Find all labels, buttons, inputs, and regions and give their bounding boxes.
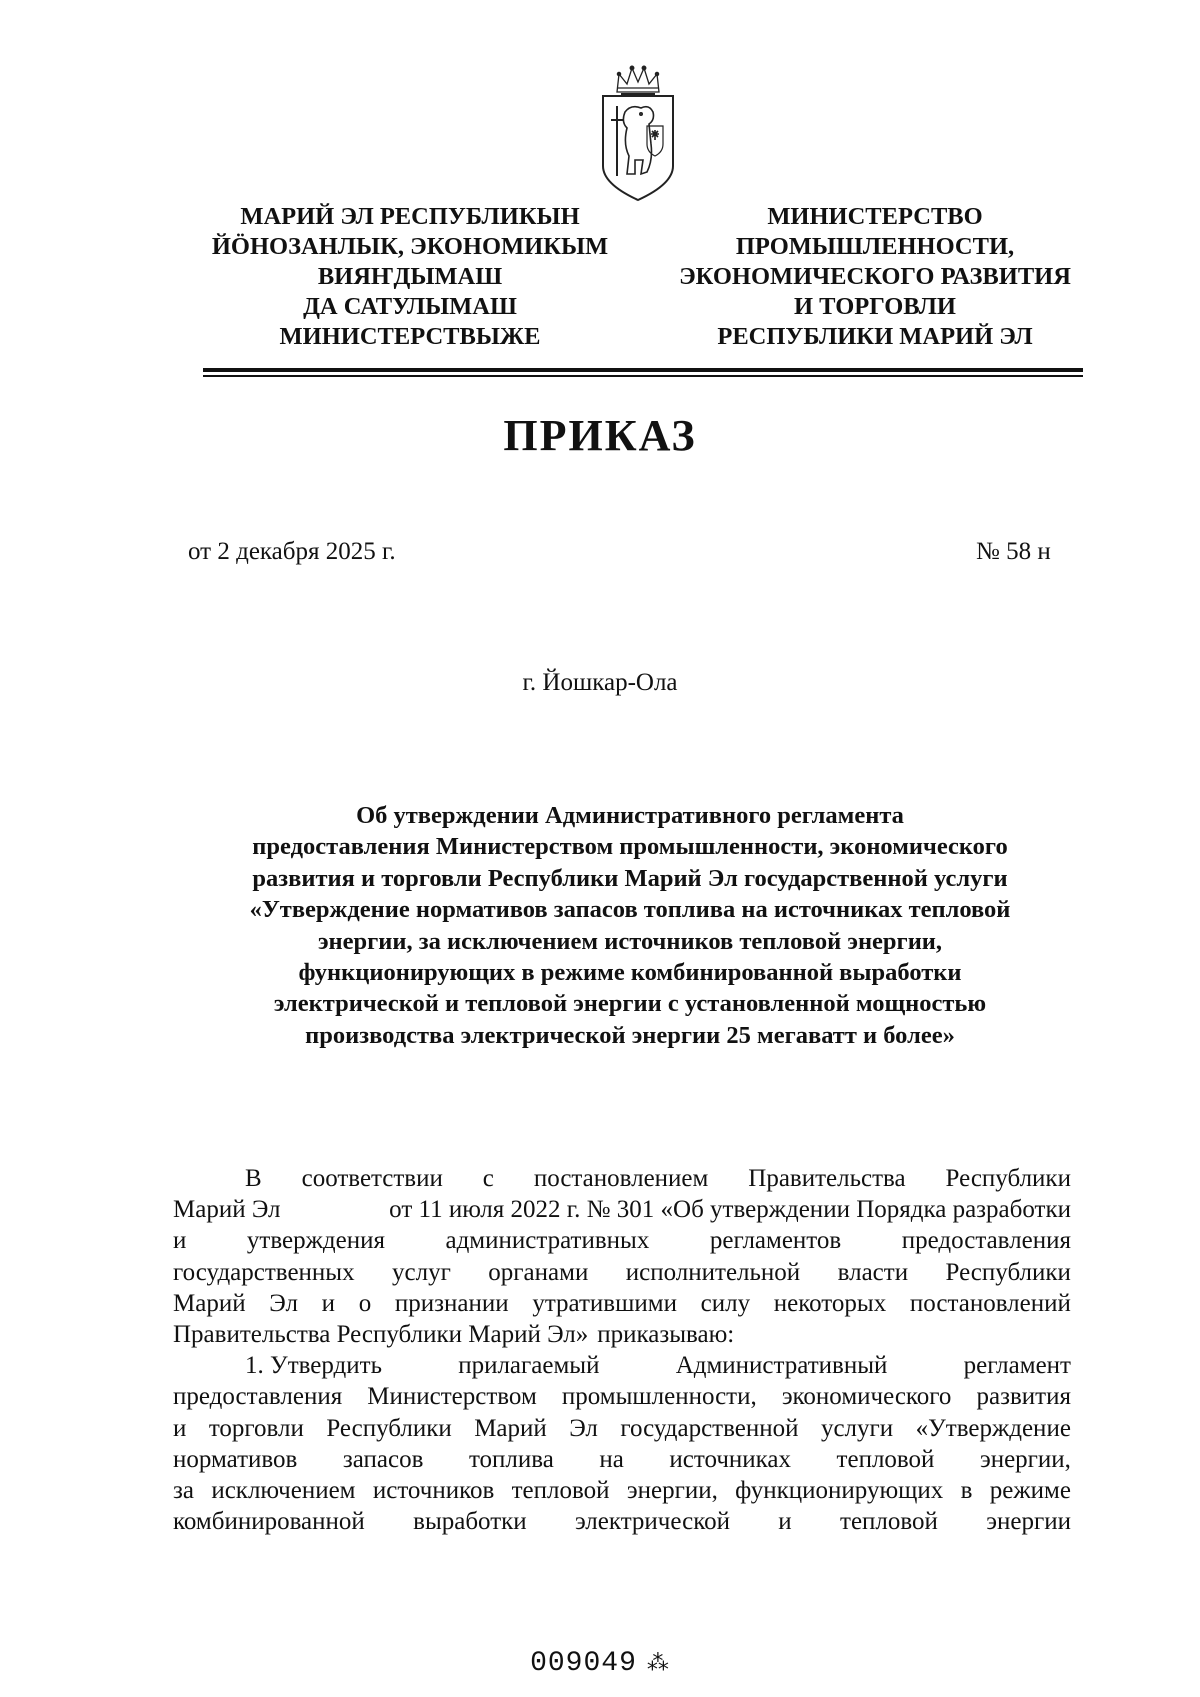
- body-word: источников: [372, 1477, 495, 1505]
- body-word: приказываю:: [597, 1321, 735, 1349]
- body-word: постановлений: [909, 1289, 1071, 1317]
- body-word: развития: [976, 1383, 1071, 1411]
- body-word: нормативов: [173, 1445, 298, 1473]
- subject-line: развития и торговли Республики Марий Эл государственной услуги: [252, 864, 1008, 892]
- body-word: исключением: [211, 1477, 356, 1505]
- body-word: услуги: [820, 1414, 894, 1442]
- header-right-line: МИНИСТЕРСТВО: [767, 203, 983, 230]
- body-word: Марий: [474, 1414, 547, 1442]
- body-word: власти: [837, 1258, 909, 1286]
- body-word: торговли: [208, 1414, 304, 1442]
- crown-icon: [617, 66, 659, 94]
- body-word: и: [321, 1289, 336, 1317]
- body-word: топлива: [468, 1445, 554, 1473]
- body-word: «Утверждение: [915, 1414, 1071, 1442]
- body-word: Марий Эл: [173, 1196, 281, 1224]
- body-word: государственных: [173, 1258, 355, 1286]
- document-city: г. Йошкар-Ола: [522, 669, 678, 696]
- subject-line: производства электрической энергии 25 мегаватт и более»: [305, 1021, 955, 1049]
- body-word: регламент: [963, 1352, 1071, 1380]
- body-word: Республики: [945, 1165, 1071, 1192]
- document-number: № 58 н: [976, 538, 1051, 565]
- body-word: Республики: [326, 1414, 452, 1442]
- body-word: 1. Утвердить: [245, 1352, 382, 1380]
- body-word: регламентов: [709, 1227, 842, 1255]
- body-word: утратившими: [532, 1289, 677, 1317]
- header-left-line: МАРИЙ ЭЛ РЕСПУБЛИКЫН: [240, 203, 580, 230]
- body-word: энергии: [986, 1508, 1071, 1536]
- body-word: предоставления: [173, 1383, 343, 1411]
- body-line: [173, 1257, 1071, 1288]
- body-word: В: [245, 1165, 262, 1192]
- body-line: [173, 1381, 1071, 1412]
- body-word: от 11 июля 2022 г. № 301 «Об утверждении Порядка разработки: [389, 1196, 1071, 1224]
- subject-line: «Утверждение нормативов запасов топлива на источниках тепловой: [249, 896, 1011, 924]
- body-word: электрической: [575, 1508, 730, 1536]
- body-word: государственной: [620, 1414, 799, 1442]
- body-line: [173, 1194, 1071, 1225]
- body-word: утверждения: [246, 1227, 385, 1255]
- body-word: комбинированной: [173, 1508, 365, 1536]
- sword-icon: [611, 106, 623, 176]
- body-word: запасов: [342, 1445, 424, 1473]
- body-word: тепловой: [840, 1508, 938, 1536]
- body-word: силу: [700, 1289, 751, 1317]
- body-word: Марий: [173, 1289, 246, 1317]
- body-word: источниках: [669, 1445, 792, 1473]
- body-word: признании: [394, 1289, 509, 1317]
- serial-number: 009049: [530, 1648, 637, 1679]
- body-word: административных: [445, 1227, 650, 1255]
- coat-of-arms-emblem: [597, 64, 679, 202]
- body-word: Министерством: [367, 1383, 537, 1411]
- body-word: энергии,: [979, 1445, 1071, 1473]
- body-word: за: [173, 1477, 194, 1505]
- body-word: исполнительной: [625, 1258, 801, 1286]
- document-date: от 2 декабря 2025 г.: [188, 538, 396, 565]
- body-word: постановлением: [533, 1165, 709, 1192]
- body-word: и: [173, 1227, 187, 1255]
- subject-line: Об утверждении Административного регламента: [356, 802, 904, 829]
- body-word: предоставления: [901, 1227, 1071, 1255]
- document-title: ПРИКАЗ: [503, 411, 697, 460]
- body-word: Эл: [569, 1414, 598, 1442]
- body-word: прилагаемый: [458, 1352, 600, 1380]
- header-left-line: ДА САТУЛЫМАШ: [303, 293, 517, 320]
- body-line: [173, 1163, 1071, 1194]
- header-left-line: МИНИСТЕРСТВЫЖЕ: [279, 323, 541, 350]
- header-divider-thin: [203, 375, 1083, 377]
- body-word: выработки: [413, 1508, 527, 1536]
- body-line: [173, 1413, 1071, 1444]
- subject-line: предоставления Министерством промышленности, экономического: [252, 833, 1008, 861]
- body-line: [173, 1319, 1071, 1350]
- header-left-line: ЙӦНОЗАНЛЫК, ЭКОНОМИКЫМ: [211, 233, 609, 260]
- body-line: [173, 1475, 1071, 1506]
- body-word: Эл: [269, 1289, 298, 1317]
- subject-line: функционирующих в режиме комбинированной выработки: [298, 959, 962, 987]
- body-line: [173, 1506, 1071, 1537]
- header-right-line: ПРОМЫШЛЕННОСТИ,: [735, 233, 1015, 260]
- body-word: Административный: [675, 1352, 888, 1380]
- body-word: соответствии: [301, 1165, 443, 1192]
- body-word: тепловой: [836, 1445, 935, 1473]
- body-word: Правительства Республики Марий Эл»: [173, 1321, 589, 1349]
- body-word: услуг: [392, 1258, 451, 1286]
- document-body: [173, 1163, 1071, 1537]
- header-mari-ministry-name: [190, 202, 630, 352]
- body-word: тепловой: [511, 1477, 610, 1505]
- body-word: на: [599, 1445, 624, 1473]
- body-word: некоторых: [773, 1289, 887, 1317]
- body-word: и: [173, 1414, 187, 1442]
- body-word: промышленности,: [561, 1383, 757, 1411]
- serial-stamp: [0, 1648, 1200, 1679]
- body-word: Правительства: [748, 1165, 906, 1192]
- header-right-line: РЕСПУБЛИКИ МАРИЙ ЭЛ: [717, 323, 1033, 350]
- body-line: [173, 1288, 1071, 1319]
- header-left-line: ВИЯҤДЫМАШ: [317, 263, 503, 290]
- body-word: о: [358, 1289, 372, 1317]
- stamp-mark-icon: ⁂: [646, 1652, 670, 1677]
- body-line: [173, 1350, 1071, 1381]
- header-right-line: И ТОРГОВЛИ: [794, 293, 956, 320]
- body-word: энергии,: [626, 1477, 718, 1505]
- bear-icon: [623, 107, 653, 174]
- body-word: экономического: [781, 1383, 952, 1411]
- header-divider-thick: [203, 368, 1083, 372]
- body-word: Республики: [945, 1258, 1071, 1286]
- body-word: органами: [488, 1258, 589, 1286]
- body-word: режиме: [989, 1477, 1071, 1505]
- body-word: с: [482, 1165, 494, 1192]
- body-line: [173, 1444, 1071, 1475]
- subject-line: энергии, за исключением источников тепловой энергии,: [317, 927, 943, 955]
- body-word: и: [778, 1508, 792, 1536]
- header-right-line: ЭКОНОМИЧЕСКОГО РАЗВИТИЯ: [679, 263, 1071, 290]
- body-word: в: [960, 1477, 973, 1505]
- subject-line: электрической и тепловой энергии с установленной мощностью: [273, 990, 987, 1018]
- body-line: [173, 1225, 1071, 1256]
- document-subject: [190, 800, 1070, 1051]
- body-word: функционирующих: [735, 1477, 944, 1505]
- header-russian-ministry-name: [655, 202, 1095, 352]
